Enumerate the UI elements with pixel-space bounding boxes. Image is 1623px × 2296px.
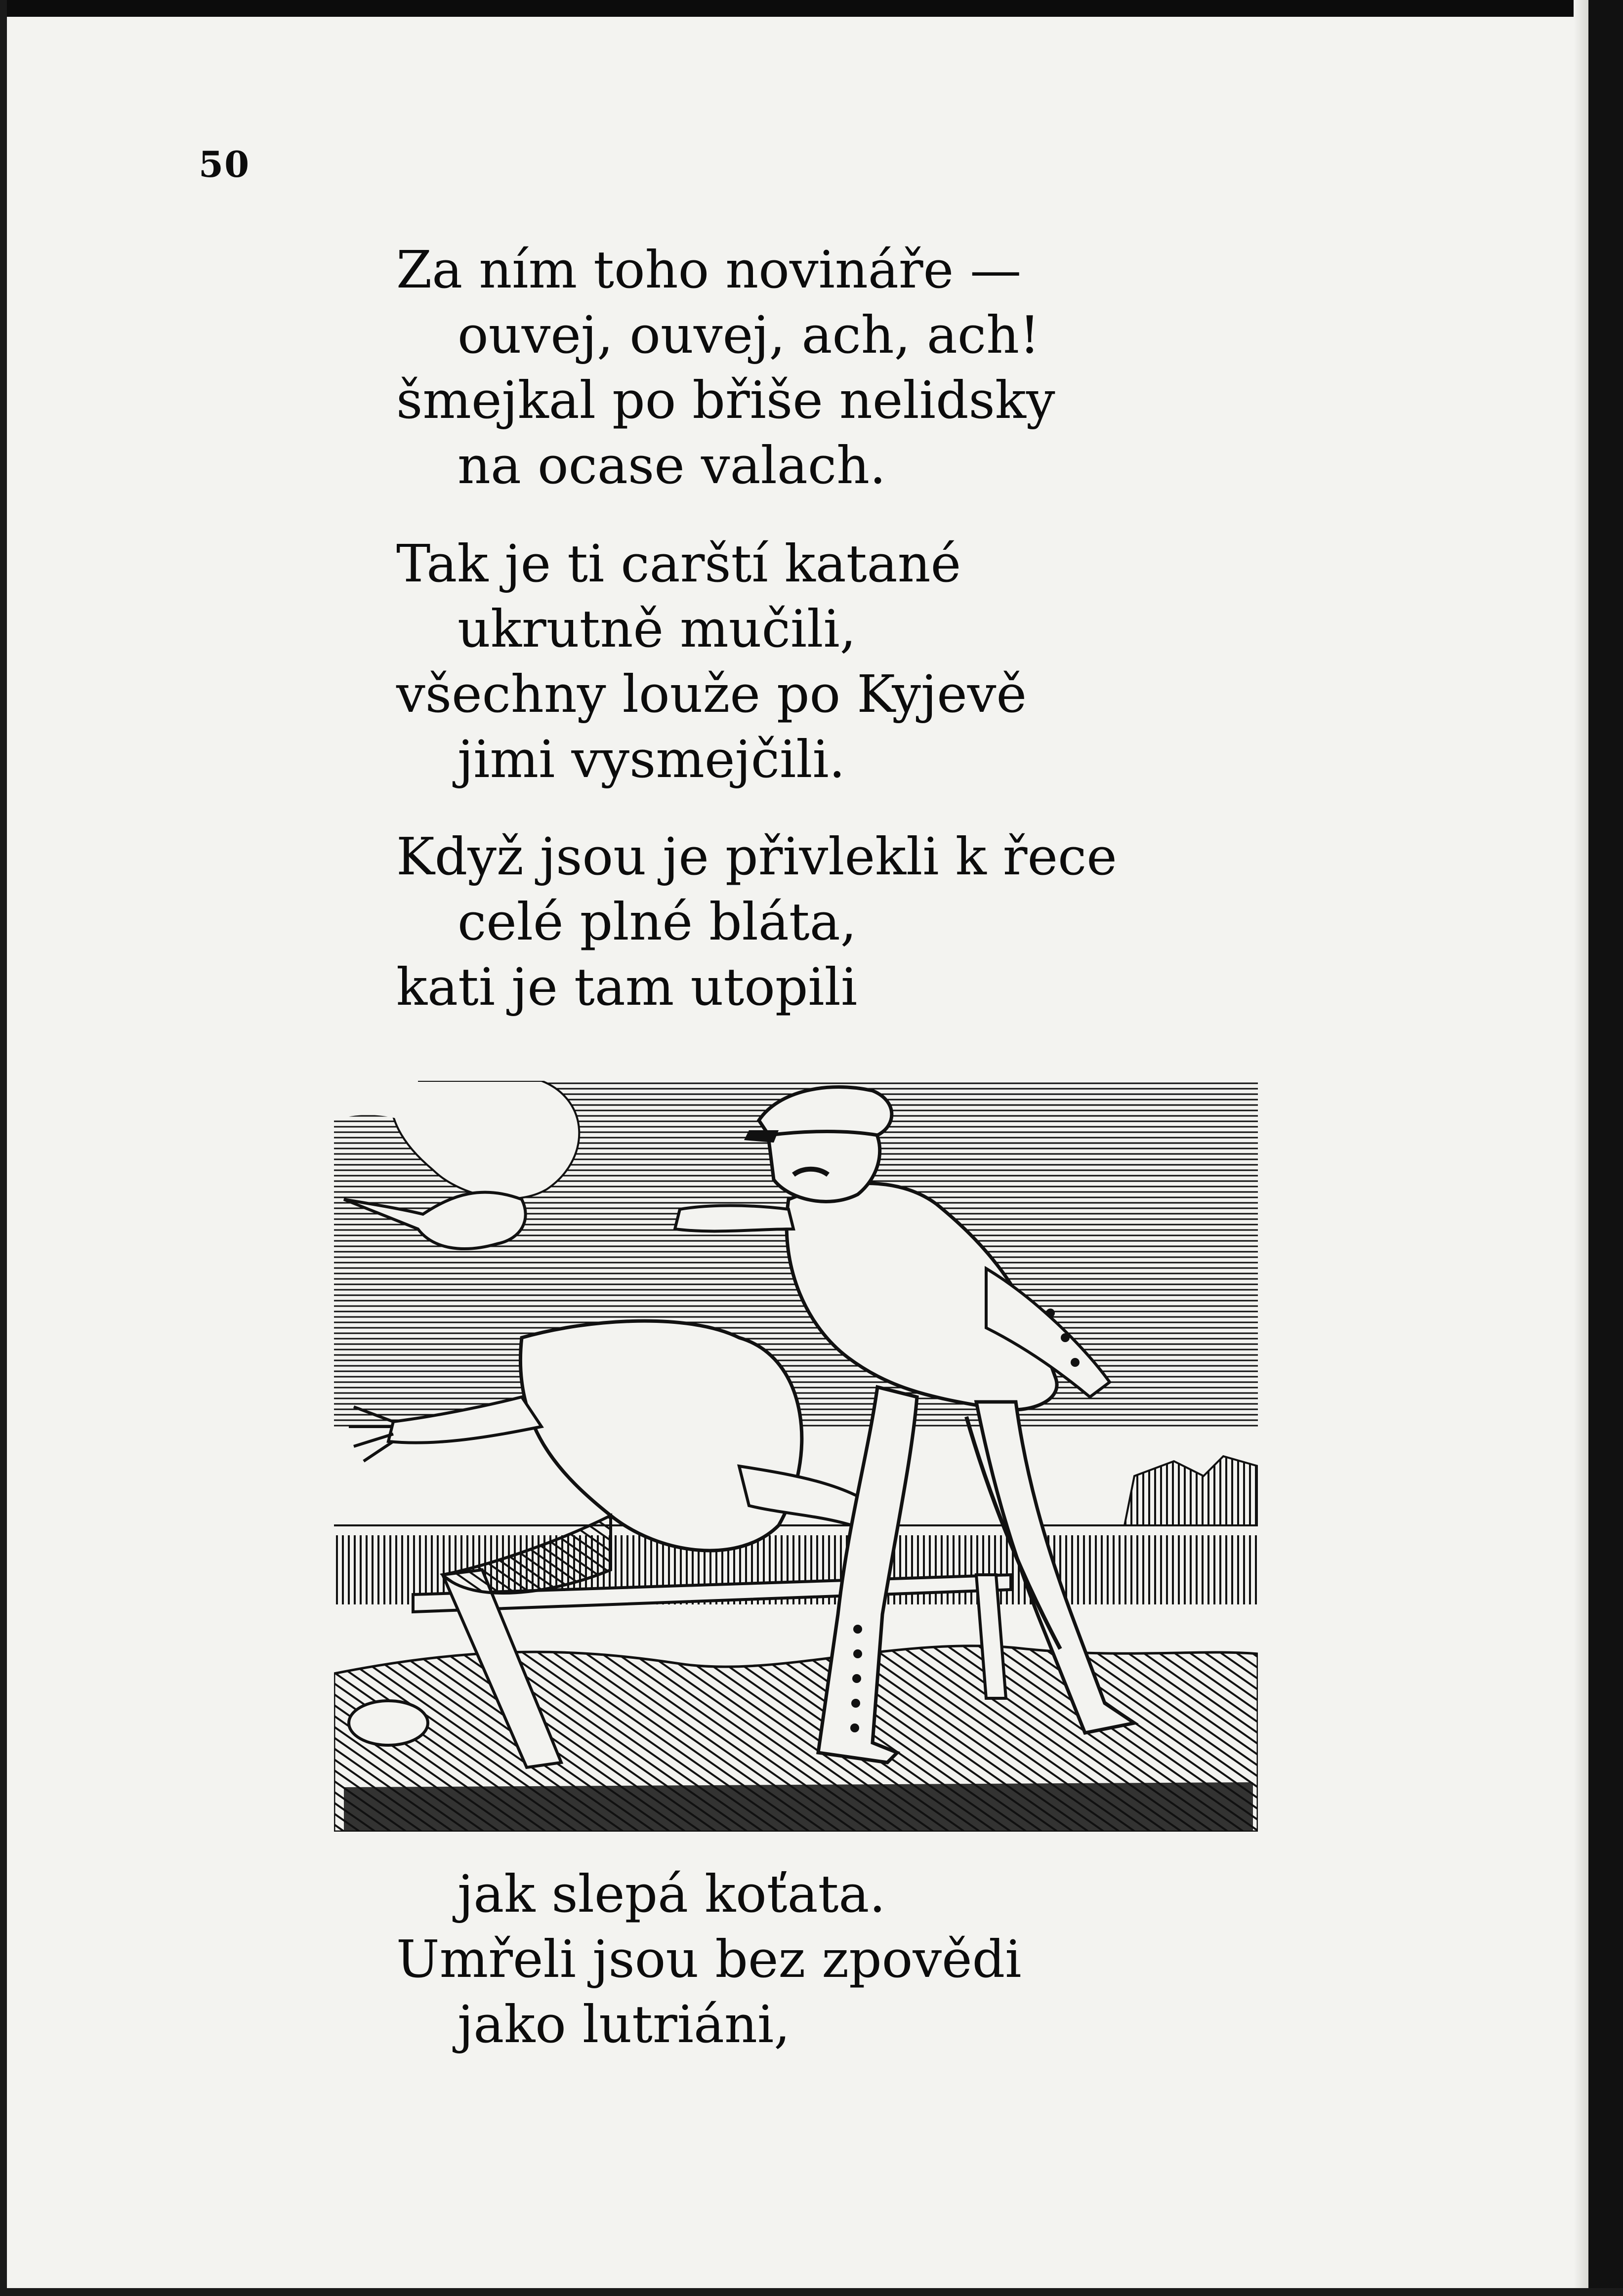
poem-line: Umřeli jsou bez zpovědi: [396, 1929, 1022, 1989]
poem-line: jimi vysmejčili.: [458, 729, 845, 789]
poem-line: šmejkal po břiše nelidsky: [396, 370, 1055, 430]
poem-line: celé plné bláta,: [458, 892, 857, 952]
page-number: 50: [199, 143, 250, 185]
stanza: [396, 824, 1117, 1020]
poem-line: všechny louže po Kyjevě: [396, 664, 1027, 724]
poem-line: na ocase valach.: [458, 435, 886, 495]
foreground-grass: [344, 1782, 1253, 1832]
poem-line: jak slepá koťata.: [458, 1864, 886, 1924]
poem-line: kati je tam utopili: [396, 957, 858, 1017]
poem-line: jako lutriáni,: [458, 1994, 791, 2054]
woodcut-illustration-icon: [334, 1081, 1258, 1832]
poem-line: Když jsou je přivlekli k řece: [396, 826, 1117, 887]
page-gutter-shadow: [1574, 0, 1588, 2296]
poem-line: ukrutně mučili,: [458, 599, 856, 659]
scan-edge-bottom: [0, 2288, 1623, 2296]
scan-edge-top: [0, 0, 1623, 17]
scan-edge-right: [1588, 0, 1623, 2296]
poem-line: Tak je ti carští katané: [396, 533, 961, 594]
scan-edge-left: [0, 0, 7, 2296]
stanza: [396, 531, 1027, 792]
stanza: [396, 237, 1055, 498]
victim-body: [520, 1321, 801, 1551]
captor-arm: [675, 1206, 793, 1231]
stanza: [396, 1861, 1021, 2057]
poem-line: Za ním toho novináře —: [396, 240, 1022, 300]
poem-line: ouvej, ouvej, ach, ach!: [458, 305, 1040, 365]
rock: [349, 1701, 428, 1745]
